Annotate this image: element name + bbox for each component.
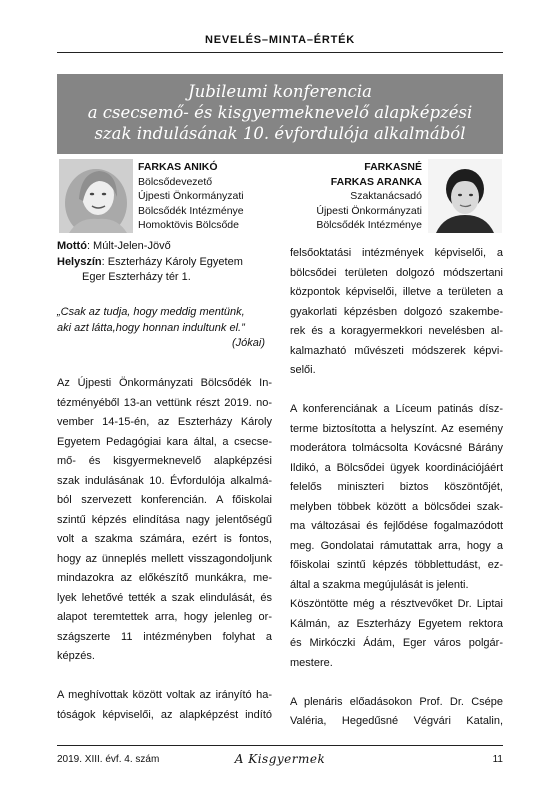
speaker-role: Szaktanácsadó [350, 190, 422, 202]
text-line: rek és a koragyermekkori nevelésben al- [290, 325, 503, 337]
text-line: meg. Gondolatai rámutattak arra, hogy a [290, 539, 503, 552]
text-line: Kálmán, az Eszterházy Egyetem rektora [290, 617, 503, 630]
article-title-line-3: szak indulásának 10. évfordulója alkalmából [94, 124, 466, 143]
article-title-line-1: Jubileumi konferencia [188, 82, 372, 101]
text-line: ból szervezett konferencián. A főiskolai [57, 494, 272, 506]
text-line: kalmazható művészeti módszerek képvi- [290, 344, 503, 357]
text-line: felsőoktatási intézmények képviselői, a [290, 247, 503, 259]
paragraph [57, 374, 272, 667]
text-line: mindazokra az előkészítő munkákra, me- [57, 572, 272, 584]
page-number: 11 [492, 754, 503, 765]
motto-label: Mottó [57, 240, 87, 252]
speaker-affiliation: Bölcsődék Intézménye [138, 204, 244, 217]
text-line: volt a szakma számára, ezért is fontos, [57, 533, 272, 545]
text-line: központok képviselői, illetve a területen a [290, 286, 503, 298]
paragraph-gap [57, 667, 272, 687]
text-line: lyek lehetővé tették a szak elindulását, és [57, 591, 272, 604]
quote-line: „Csak az tudja, hogy meddig mentünk, [57, 306, 245, 318]
text-line: mestere. [290, 656, 333, 669]
text-line: főiskolai szintű képzés többlettudást, ez- [290, 559, 503, 571]
journal-name: A Kisgyermek [234, 752, 326, 766]
paragraph [57, 686, 272, 725]
portrait-farkasne-farkas-aranka [428, 159, 502, 233]
issue-info: 2019. XIII. évf. 4. szám [57, 754, 160, 765]
text-line: A plenáris előadásokon Prof. Dr. Csépe [290, 695, 503, 708]
venue-label: Helyszín [57, 255, 102, 268]
paragraph [290, 400, 503, 673]
paragraph-gap [290, 381, 503, 401]
text-line: melyben többek között a bölcsődei szak- [290, 500, 503, 513]
footer-divider [57, 745, 503, 746]
text-line: Az Újpesti Önkormányzati Bölcsődék In- [57, 377, 272, 389]
text-line: A meghívottak között voltak az irányító ha- [57, 689, 272, 701]
text-line: hogy az ünneplés mellett visszagondoljunk [57, 552, 272, 565]
text-line: vember 14-15-én, az Eszterházy Károly [57, 416, 272, 428]
text-line: terme biztosította a helyszínt. Az esemény [290, 422, 503, 435]
speaker-role: Bölcsődevezető [138, 175, 213, 188]
speaker-affiliation: Újpesti Önkormányzati [316, 204, 422, 217]
section-title: NEVELÉS–MINTA–ÉRTÉK [204, 34, 356, 46]
venue-address: Eger Eszterházy tér 1. [82, 271, 191, 283]
text-line: szágszerte 11 intézményben folyhat a [57, 630, 272, 643]
speaker-affiliation: Homoktövis Bölcsőde [138, 219, 239, 231]
article-title-line-2: a csecsemő- és kisgyermeknevelő alapképzési [87, 103, 473, 122]
text-line: mő- és kisgyermeknevelő alapképzési [57, 455, 272, 467]
paragraph [290, 244, 503, 381]
paragraph-gap [290, 673, 503, 693]
motto-value: : Múlt-Jelen-Jövő [86, 240, 171, 252]
text-line: Egyetem Pedagógiai kara által, a csecse- [57, 435, 272, 448]
text-line: tóságok képviselői, az alapképzést indító [57, 708, 272, 721]
text-line: Köszöntötte még a résztvevőket Dr. Liptai [290, 598, 503, 610]
text-line: bölcsődei területen dolgozó módszertani [290, 266, 503, 279]
text-line: szintű képzés elindítása nagy jelentőségű [57, 513, 272, 526]
text-line: moderátora tolmácsolta Kovácsné Bárány [290, 442, 503, 454]
text-line: és Mirkóczki Ádám, Eger város polgár- [290, 637, 503, 649]
right-column [290, 244, 503, 732]
text-line: Valéria, Hegedűsné Végvári Katalin, [290, 715, 503, 727]
speaker-name: FARKAS ARANKA [330, 175, 422, 188]
left-column [57, 374, 272, 725]
speaker-name: FARKASNÉ [364, 161, 422, 173]
paragraph [290, 693, 503, 732]
quote-line: aki azt látta,hogy honnan indultunk el.” [57, 321, 245, 334]
header-divider [57, 52, 503, 53]
speaker-name: FARKAS ANIKÓ [138, 161, 218, 173]
text-line: ma változásai és fejlődése fogalmazódott [290, 520, 503, 532]
venue-row [57, 255, 243, 271]
text-line: tézményéből 13-an vettünk részt 2019. no- [57, 396, 272, 409]
portrait-farkas-aniko [59, 159, 133, 233]
text-line: selői. [290, 364, 316, 376]
text-line: képzés. [57, 650, 95, 662]
text-line: által a szakma megújulását is jelenti. [290, 578, 469, 591]
venue-value: : Eszterházy Károly Egyetem [101, 255, 243, 268]
article-title-banner [57, 74, 503, 154]
text-line: gyakorlati képzésben dolgozó szakembe- [290, 305, 503, 318]
text-line: szak indulásának 10. Évfordulója alkalmá- [57, 474, 272, 487]
quote-author: (Jókai) [231, 337, 265, 349]
text-line: alapot teremtettek arra, hogy jelenleg or- [57, 611, 272, 623]
speaker-affiliation: Újpesti Önkormányzati [138, 190, 244, 202]
text-line: felelős miniszteri biztos köszöntőjét, [290, 481, 503, 493]
motto-row [57, 239, 243, 255]
event-meta [57, 239, 243, 286]
speaker-right-block [290, 160, 422, 233]
speaker-left-block [138, 160, 244, 233]
text-line: Ildikó, a Bölcsődei ügyek koordinációjáért [290, 461, 503, 474]
speaker-affiliation: Bölcsődék Intézménye [316, 219, 422, 231]
text-line: A konferenciának a Líceum patinás dísz- [290, 403, 503, 415]
epigraph-quote [57, 305, 265, 352]
